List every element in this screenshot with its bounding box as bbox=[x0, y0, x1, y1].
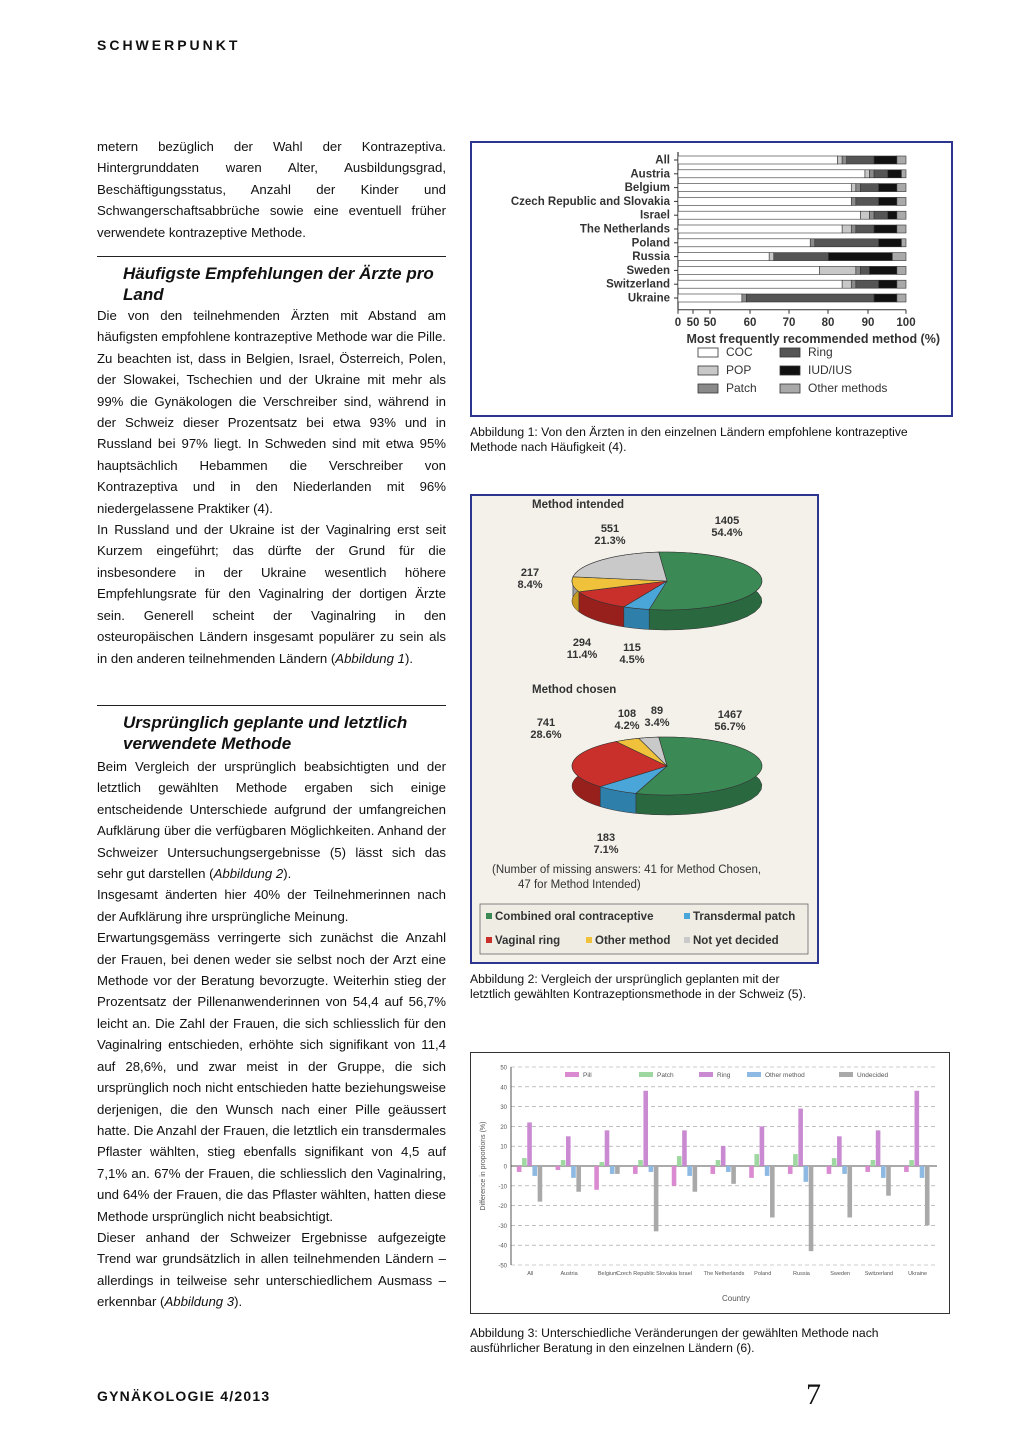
bar-coc-the-netherlands bbox=[678, 225, 842, 233]
bar-undecided-czech-republic-slovakia bbox=[654, 1166, 659, 1231]
category-label-czech-republic-and-slovakia: Czech Republic and Slovakia bbox=[510, 195, 670, 208]
bar-patch-poland bbox=[810, 239, 815, 247]
bar-iud-ius-the-netherlands bbox=[874, 225, 897, 233]
pie1-percent-other-method: 8.4% bbox=[517, 579, 543, 591]
bar-other-methods-the-netherlands bbox=[897, 225, 906, 233]
bar-iud-ius-sweden bbox=[870, 266, 897, 274]
category-label-austria: Austria bbox=[630, 168, 670, 181]
section-1-body: Die von den teilnehmenden Ärzten mit Abstand am häufigsten empfohlene kontrazeptive Methode war die Pille. Zu beachten ist, dass in Belgien, Israel, Österreich, Polen, der Slowakei, Tschechien und der Ukraine mit mehr als 99% die Gynäkologen die Verschreiber sind, während in der Schweiz dieser Prozentsatz bei etwa 93% und in Russland bei 97% liegt. In Schweden sind mit etwa 95% hauptsächlich Hebammen die Verschreiber von Kontrazeptiva und in den Niederlanden mit 96% niedergelassene Praktiker (4). In Russland und der Ukraine ist der Vaginalring erst seit Kurzem eingeführt; das dürfte der Grund für die insbesondere in der Ukraine wesentlich höhere Empfehlungsrate für den Vaginalring der dortigen Ärzte sein. Generell scheint der Vaginalring in den osteuropäischen Ländern insgesamt populärer zu sein als in den anderen teilnehmenden Ländern (Abbildung 1). bbox=[97, 308, 446, 666]
bar-coc-czech-republic-and-slovakia bbox=[678, 197, 851, 205]
pie2-count-transdermal-patch: 183 bbox=[596, 832, 616, 844]
x-tick-label-belgium: Belgium bbox=[597, 1271, 618, 1277]
bar-coc-all bbox=[678, 156, 838, 164]
pie2-count-combined-oral-contraceptive: 1467 bbox=[717, 709, 743, 721]
bar-other-method-ukraine bbox=[920, 1166, 925, 1178]
y-tick-label: -10 bbox=[498, 1184, 507, 1191]
bar-patch-austria bbox=[870, 170, 875, 178]
bar-patch-the-netherlands bbox=[851, 225, 856, 233]
bar-ring-russia bbox=[774, 253, 829, 261]
y-tick-label: 20 bbox=[500, 1124, 507, 1131]
bar-pill-switzerland bbox=[865, 1166, 870, 1172]
legend-swatch-other-method bbox=[586, 937, 592, 943]
bar-ring-czech-republic-slovakia bbox=[643, 1091, 648, 1166]
x-tick-label: 70 bbox=[782, 316, 796, 329]
bar-ring-israel bbox=[682, 1130, 687, 1166]
section-2-body: Beim Vergleich der ursprünglich beabsichtigten und der letztlich gewählten Methode ergaben sich einige entscheidende Unterschiede aufgrund der umfangreichen Aufklärung über die verfügbaren Möglichkeiten. Anhand der Schweizer Untersuchungsergebnisse (5) lässt sich das sehr gut darstellen (Abbildung 2). Insgesamt änderten hier 40% der Teilnehmerinnen nach der Aufklärung ihre ursprüngliche Meinung. Erwartungsgemäss verringerte sich zunächst die Anzahl der Frauen, bei denen weder sie selbst noch der Arzt eine Methode vor der Beratung bevorzugte. Weiterhin stieg der Prozentsatz der Pillenanwenderinnen von 54,4 auf 56,7% leicht an. Die Zahl der Frauen, die sich schliesslich für den Vaginalring entschieden, erhöhte sich signifikant von 11,4 auf 28,6%, und zwar meist in der Gruppe, die sich ursprünglich noch nicht entschieden hatte beziehungsweise derjenigen, die den Wunsch nach einer Pille geäussert hatte. Die Anzahl der Frauen, die letztlich ein transdermales Pflaster wählten, stieg ebenfalls signifikant von 4,5 auf 7,1% an. 67% der Frauen, die schliesslich den Vaginalring, und 64% der Frauen, die das Pflaster wählten, hatten diese Methode ursprünglich nicht beabsichtigt. Dieser anhand der Schweizer Ergebnisse aufgezeigte Trend war grundsätzlich in allen teilnehmenden Ländern – allerdings in teilweise sehr unterschiedlichem Ausmass – erkennbar (Abbildung 3). bbox=[97, 759, 446, 1310]
legend-swatch-coc bbox=[698, 348, 718, 357]
bar-other-method-sweden bbox=[842, 1166, 847, 1174]
bar-ring-czech-republic-and-slovakia bbox=[856, 197, 879, 205]
x-tick-label-poland: Poland bbox=[754, 1271, 772, 1277]
x-tick-label: 50 bbox=[703, 316, 717, 329]
bar-other-method-russia bbox=[804, 1166, 809, 1182]
pie1-percent-combined-oral-contraceptive: 54.4% bbox=[711, 527, 743, 539]
bar-coc-ukraine bbox=[678, 294, 742, 302]
figure-2 bbox=[470, 494, 819, 964]
pie-slice-method-intended-not-yet-decided bbox=[573, 552, 667, 581]
bar-ring-switzerland bbox=[876, 1130, 881, 1166]
legend-swatch-patch bbox=[698, 384, 718, 393]
bar-other-methods-czech-republic-and-slovakia bbox=[897, 197, 906, 205]
bar-ring-belgium bbox=[860, 184, 878, 192]
legend-swatch-undecided bbox=[839, 1072, 853, 1077]
y-tick-label: 10 bbox=[500, 1144, 507, 1151]
pie1-count-other-method: 217 bbox=[520, 567, 540, 579]
bar-undecided-poland bbox=[770, 1166, 775, 1217]
pie1-count-transdermal-patch: 115 bbox=[623, 642, 641, 654]
x-tick-label: 80 bbox=[821, 316, 835, 329]
bar-patch-austria bbox=[561, 1160, 566, 1166]
bar-coc-sweden bbox=[678, 266, 819, 274]
bar-iud-ius-poland bbox=[879, 239, 902, 247]
x-tick-label-the-netherlands: The Netherlands bbox=[703, 1271, 745, 1277]
bar-other-method-israel bbox=[687, 1166, 692, 1176]
bar-undecided-switzerland bbox=[886, 1166, 891, 1196]
bar-patch-belgium bbox=[856, 184, 861, 192]
y-tick-label: 30 bbox=[500, 1105, 507, 1112]
y-tick-label: -40 bbox=[498, 1243, 507, 1250]
bar-pill-sweden bbox=[827, 1166, 832, 1174]
bar-iud-ius-israel bbox=[888, 211, 897, 219]
legend-label-ring: Ring bbox=[717, 1072, 731, 1079]
bar-patch-czech-republic-slovakia bbox=[638, 1160, 643, 1166]
pie2-count-not-yet-decided: 89 bbox=[650, 705, 664, 717]
bar-ring-poland bbox=[815, 239, 879, 247]
legend-label-patch: Patch bbox=[726, 381, 757, 395]
bar-other-method-poland bbox=[765, 1166, 770, 1176]
pie1-percent-vaginal-ring: 11.4% bbox=[566, 649, 598, 661]
bar-ring-belgium bbox=[605, 1130, 610, 1166]
bar-patch-israel bbox=[677, 1156, 682, 1166]
bar-pop-russia bbox=[769, 253, 774, 261]
bar-patch-czech-republic-and-slovakia bbox=[851, 197, 856, 205]
pie1-percent-transdermal-patch: 4.5% bbox=[619, 654, 645, 666]
x-tick-label-russia: Russia bbox=[793, 1271, 810, 1277]
pie2-percent-vaginal-ring: 28.6% bbox=[530, 729, 562, 741]
category-label-russia: Russia bbox=[632, 251, 670, 264]
legend-swatch-transdermal-patch bbox=[684, 913, 690, 919]
bar-other-method-switzerland bbox=[881, 1166, 886, 1178]
legend-label-pill: Pill bbox=[583, 1072, 592, 1079]
bar-pill-the-netherlands bbox=[710, 1166, 715, 1174]
legend-swatch-vaginal-ring bbox=[486, 937, 492, 943]
page-number: 7 bbox=[806, 1378, 821, 1411]
bar-pill-ukraine bbox=[904, 1166, 909, 1172]
bar-iud-ius-all bbox=[874, 156, 897, 164]
bar-ring-israel bbox=[874, 211, 888, 219]
bar-other-methods-israel bbox=[897, 211, 906, 219]
bar-undecided-ukraine bbox=[925, 1166, 930, 1225]
legend-swatch-other-methods bbox=[780, 384, 800, 393]
bar-ring-austria bbox=[874, 170, 888, 178]
figure-1-chart bbox=[472, 143, 951, 415]
bar-ring-all bbox=[527, 1122, 532, 1166]
x-tick-label-israel: Israel bbox=[678, 1271, 692, 1277]
section-heading-1: Häufigste Empfehlungen der Ärzte pro Land bbox=[97, 256, 446, 305]
legend-label-iud-ius: IUD/IUS bbox=[808, 363, 853, 377]
bar-patch-sweden bbox=[832, 1158, 837, 1166]
y-tick-label: -20 bbox=[498, 1204, 507, 1211]
bar-other-method-the-netherlands bbox=[726, 1166, 731, 1172]
figure-1 bbox=[470, 141, 953, 417]
bar-other-methods-switzerland bbox=[897, 280, 906, 288]
x-tick-label: 90 bbox=[861, 316, 875, 329]
category-label-the-netherlands: The Netherlands bbox=[579, 223, 670, 236]
category-label-poland: Poland bbox=[631, 237, 670, 250]
y-tick-label: 0 bbox=[503, 1164, 507, 1171]
category-label-switzerland: Switzerland bbox=[606, 278, 670, 291]
category-label-sweden: Sweden bbox=[626, 264, 670, 277]
bar-iud-ius-ukraine bbox=[874, 294, 897, 302]
y-tick-label: -50 bbox=[498, 1263, 507, 1270]
legend-swatch-combined-oral-contraceptive bbox=[486, 913, 492, 919]
legend-label-other-method: Other method bbox=[595, 935, 671, 947]
missing-answers-note-line-1: (Number of missing answers: 41 for Method Chosen, bbox=[492, 864, 762, 876]
bar-pill-russia bbox=[788, 1166, 793, 1174]
pie-title-method-chosen: Method chosen bbox=[532, 684, 617, 697]
bar-ring-sweden bbox=[837, 1136, 842, 1166]
legend-swatch-not-yet-decided bbox=[684, 937, 690, 943]
category-label-all: All bbox=[655, 154, 670, 167]
legend-label-not-yet-decided: Not yet decided bbox=[693, 935, 779, 947]
legend-label-patch: Patch bbox=[657, 1072, 674, 1079]
bar-iud-ius-austria bbox=[888, 170, 902, 178]
bar-patch-all bbox=[842, 156, 847, 164]
pie2-count-other-method: 108 bbox=[617, 708, 637, 720]
bar-ring-russia bbox=[798, 1109, 803, 1166]
x-tick-label-ukraine: Ukraine bbox=[908, 1271, 928, 1277]
section-header: SCHWERPUNKT bbox=[97, 37, 241, 53]
bar-ring-ukraine bbox=[746, 294, 874, 302]
bar-pill-poland bbox=[749, 1166, 754, 1178]
figure-3 bbox=[470, 1052, 950, 1314]
bar-ring-the-netherlands bbox=[721, 1146, 726, 1166]
bar-patch-ukraine bbox=[742, 294, 747, 302]
legend-label-combined-oral-contraceptive: Combined oral contraceptive bbox=[495, 911, 654, 923]
legend-label-pop: POP bbox=[726, 363, 752, 377]
missing-answers-note-line-2: 47 for Method Intended) bbox=[518, 879, 641, 891]
bar-iud-ius-russia bbox=[828, 253, 892, 261]
legend-swatch-pop bbox=[698, 366, 718, 375]
legend-swatch-ring bbox=[699, 1072, 713, 1077]
legend-label-transdermal-patch: Transdermal patch bbox=[693, 911, 796, 923]
x-tick-label-sweden: Sweden bbox=[830, 1271, 851, 1277]
bar-patch-sweden bbox=[856, 266, 861, 274]
legend-label-coc: COC bbox=[726, 345, 753, 359]
bar-ring-switzerland bbox=[856, 280, 879, 288]
bar-iud-ius-czech-republic-and-slovakia bbox=[879, 197, 897, 205]
legend-swatch-iud-ius bbox=[780, 366, 800, 375]
y-axis-title: Difference in proportions (%) bbox=[480, 1121, 487, 1211]
bar-undecided-sweden bbox=[847, 1166, 852, 1217]
bar-other-methods-ukraine bbox=[897, 294, 906, 302]
bar-ring-sweden bbox=[860, 266, 869, 274]
x-tick-label: 50 bbox=[686, 316, 700, 329]
pie1-count-combined-oral-contraceptive: 1405 bbox=[714, 515, 740, 527]
figure-2-chart bbox=[472, 496, 817, 962]
y-tick-label: 50 bbox=[500, 1065, 507, 1072]
legend-swatch-patch bbox=[639, 1072, 653, 1077]
bar-patch-israel bbox=[870, 211, 875, 219]
x-tick-label-austria: Austria bbox=[560, 1271, 578, 1277]
category-label-belgium: Belgium bbox=[624, 182, 670, 195]
x-axis-title: Most frequently recommended method (%) bbox=[686, 331, 940, 346]
legend-label-vaginal-ring: Vaginal ring bbox=[495, 935, 561, 947]
figure-2-caption: Abbildung 2: Vergleich der ursprünglich geplanten mit der letztlich gewählten Kontrazeptionsmethode in der Schweiz (5). bbox=[470, 972, 807, 1001]
category-label-israel: Israel bbox=[639, 209, 670, 222]
bar-patch-switzerland bbox=[871, 1160, 876, 1166]
bar-pill-israel bbox=[672, 1166, 677, 1186]
pie-side-method-intended-transdermal-patch bbox=[624, 607, 649, 630]
bar-other-methods-austria bbox=[901, 170, 906, 178]
bar-undecided-austria bbox=[576, 1166, 581, 1192]
legend-label-undecided: Undecided bbox=[857, 1072, 889, 1079]
bar-pop-switzerland bbox=[842, 280, 851, 288]
pie2-percent-other-method: 4.2% bbox=[614, 720, 640, 732]
pie2-percent-transdermal-patch: 7.1% bbox=[593, 844, 619, 856]
legend-swatch-ring bbox=[780, 348, 800, 357]
x-tick-label-switzerland: Switzerland bbox=[864, 1271, 894, 1277]
bar-coc-russia bbox=[678, 253, 769, 261]
legend-label-other-method: Other method bbox=[765, 1072, 805, 1079]
bar-ring-poland bbox=[760, 1126, 765, 1166]
bar-other-methods-all bbox=[897, 156, 906, 164]
bar-other-method-all bbox=[532, 1166, 537, 1176]
pie2-count-vaginal-ring: 741 bbox=[536, 717, 556, 729]
x-tick-label: 60 bbox=[743, 316, 757, 329]
bar-other-method-austria bbox=[571, 1166, 576, 1178]
bar-ring-ukraine bbox=[915, 1091, 920, 1166]
bar-pop-sweden bbox=[819, 266, 855, 274]
bar-patch-russia bbox=[793, 1154, 798, 1166]
bar-coc-austria bbox=[678, 170, 865, 178]
x-tick-label-all: All bbox=[527, 1271, 534, 1277]
pie2-percent-not-yet-decided: 3.4% bbox=[644, 717, 670, 729]
bar-other-methods-belgium bbox=[897, 184, 906, 192]
bar-pop-the-netherlands bbox=[842, 225, 851, 233]
bar-pop-belgium bbox=[851, 184, 856, 192]
pie1-percent-not-yet-decided: 21.3% bbox=[594, 535, 626, 547]
bar-pop-israel bbox=[860, 211, 869, 219]
x-axis-title: Country bbox=[721, 1294, 751, 1303]
bar-pop-all bbox=[838, 156, 843, 164]
x-tick-label: 100 bbox=[896, 316, 916, 329]
figure-3-chart bbox=[471, 1053, 949, 1313]
pie1-count-not-yet-decided: 551 bbox=[600, 523, 620, 535]
bar-patch-switzerland bbox=[851, 280, 856, 288]
bar-iud-ius-belgium bbox=[879, 184, 897, 192]
bar-patch-all bbox=[522, 1158, 527, 1166]
bar-other-methods-poland bbox=[901, 239, 906, 247]
legend-swatch-other-method bbox=[747, 1072, 761, 1077]
x-tick-label-czech-republic-slovakia: Czech Republic Slovakia bbox=[616, 1271, 677, 1277]
bar-pill-austria bbox=[556, 1166, 561, 1170]
bar-other-method-belgium bbox=[610, 1166, 615, 1174]
category-label-ukraine: Ukraine bbox=[627, 292, 670, 305]
figure-3-caption: Abbildung 3: Unterschiedliche Veränderungen der gewählten Methode nach ausführlicher Beratung in den einzelnen Ländern (6). bbox=[470, 1326, 879, 1355]
bar-pill-czech-republic-slovakia bbox=[633, 1166, 638, 1174]
journal-footer: GYNÄKOLOGIE 4/2013 bbox=[97, 1388, 271, 1404]
bar-coc-switzerland bbox=[678, 280, 842, 288]
section-heading-2: Ursprünglich geplante und letztlich verwendete Methode bbox=[97, 705, 446, 754]
bar-undecided-russia bbox=[809, 1166, 814, 1251]
pie2-percent-combined-oral-contraceptive: 56.7% bbox=[714, 721, 746, 733]
bar-undecided-all bbox=[538, 1166, 543, 1202]
bar-other-method-czech-republic-slovakia bbox=[649, 1166, 654, 1172]
legend-label-ring: Ring bbox=[808, 345, 833, 359]
figure-1-caption: Abbildung 1: Von den Ärzten in den einzelnen Ländern empfohlene kontrazeptive Methode nach Häufigkeit (4). bbox=[470, 425, 908, 454]
body-paragraph-1: metern bezüglich der Wahl der Kontrazeptiva. Hintergrunddaten waren Alter, Ausbildungsgrad, Beschäftigungsstatus, Anzahl der Kinder und Schwangerschaftsabbrüche sowie eine eventuell früher verwendete kontrazeptive Methode. bbox=[97, 139, 446, 240]
legend-label-other-methods: Other methods bbox=[808, 381, 888, 395]
bar-pill-belgium bbox=[594, 1166, 599, 1190]
bar-iud-ius-switzerland bbox=[879, 280, 897, 288]
bar-ring-austria bbox=[566, 1136, 571, 1166]
bar-ring-all bbox=[847, 156, 874, 164]
bar-patch-ukraine bbox=[909, 1160, 914, 1166]
bar-patch-poland bbox=[754, 1154, 759, 1166]
bar-pill-all bbox=[517, 1166, 522, 1172]
x-tick-label: 0 bbox=[674, 316, 682, 329]
bar-pop-austria bbox=[865, 170, 870, 178]
bar-coc-poland bbox=[678, 239, 810, 247]
bar-coc-israel bbox=[678, 211, 860, 219]
y-tick-label: 40 bbox=[500, 1085, 507, 1092]
bar-undecided-the-netherlands bbox=[731, 1166, 736, 1184]
bar-coc-belgium bbox=[678, 184, 851, 192]
bar-undecided-israel bbox=[693, 1166, 698, 1192]
bar-patch-belgium bbox=[599, 1162, 604, 1166]
bar-other-methods-sweden bbox=[897, 266, 906, 274]
y-tick-label: -30 bbox=[498, 1223, 507, 1230]
pie-title-method-intended: Method intended bbox=[532, 499, 624, 512]
pie1-count-vaginal-ring: 294 bbox=[572, 637, 592, 649]
legend-swatch-pill bbox=[565, 1072, 579, 1077]
bar-patch-the-netherlands bbox=[716, 1160, 721, 1166]
bar-ring-the-netherlands bbox=[856, 225, 874, 233]
bar-undecided-belgium bbox=[615, 1166, 620, 1174]
bar-other-methods-russia bbox=[892, 253, 906, 261]
